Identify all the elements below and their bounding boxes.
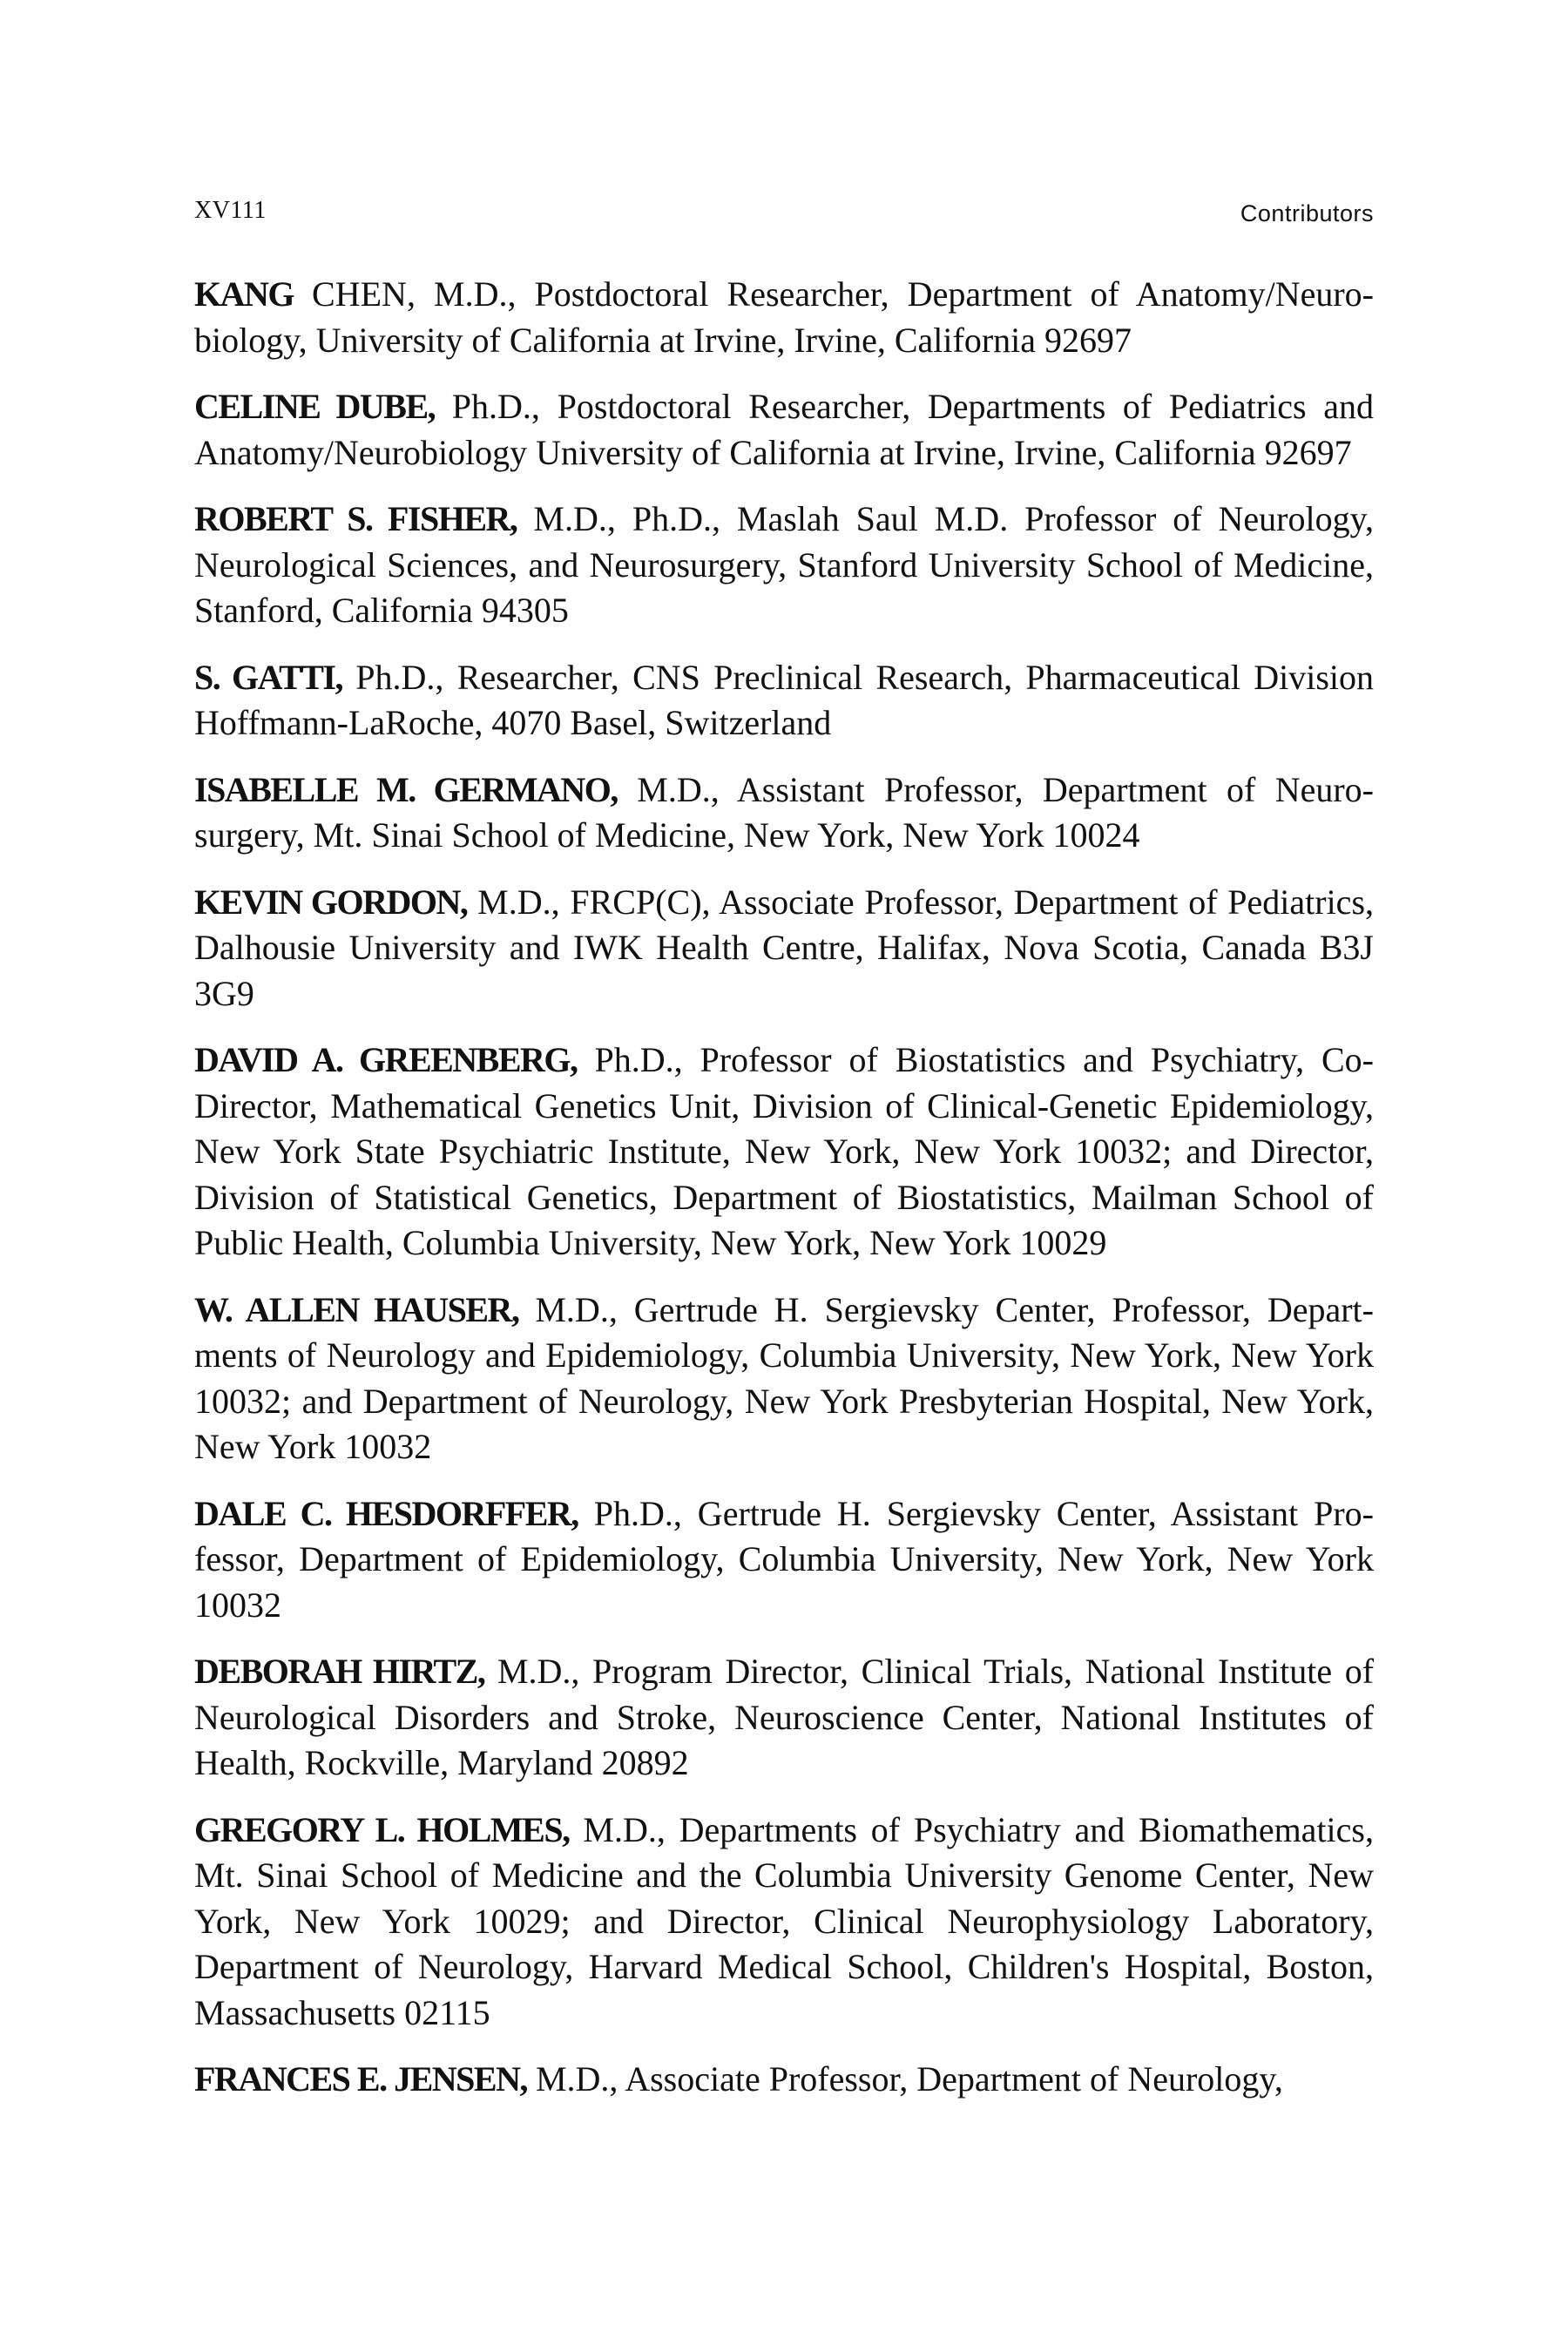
section-title: Contributors xyxy=(1240,200,1374,226)
contributor-name: KEVIN GORDON, xyxy=(194,882,468,922)
contributor-name: ISABELLE M. GERMANO, xyxy=(194,769,618,809)
contributor-name: KANG xyxy=(194,274,294,314)
contributor-affiliation: M.D., FRCP(C), Associate Professor, Department of Pediatrics, Dalhousie University and IWK Health Centre, Halifax, Nova Scotia, Canada B3J 3G9 xyxy=(194,882,1375,1013)
contributor-affiliation: Ph.D., Gertrude H. Sergievsky Center, Assistant Professor, Department of Epidemiology, Columbia University, New York, New York 10032 xyxy=(194,1493,1374,1625)
contributor-name: S. GATTI, xyxy=(194,657,342,697)
page-number: XV111 xyxy=(194,197,267,224)
contributor-entry-isabelle-germano xyxy=(194,767,1374,859)
contributor-name: GREGORY L. HOLMES, xyxy=(194,1809,570,1849)
contributor-entry-deborah-hirtz xyxy=(194,1649,1374,1787)
contributor-affiliation: M.D., Ph.D., Maslah Saul M.D. Professor of Neurology, Neurological Sciences, and Neurosurgery, Stanford University School of Medicine, Stanford, California 94305 xyxy=(194,499,1375,630)
contributor-affiliation: CHEN, M.D., Postdoctoral Researcher, Department of Anatomy/Neurobiology, University of California at Irvine, Irvine, California 92697 xyxy=(194,274,1374,360)
contributor-affiliation: M.D., Assistant Professor, Department of Neurosurgery, Mt. Sinai School of Medicine, New York, New York 10024 xyxy=(194,769,1374,855)
contributor-entry-dale-hesdorffer xyxy=(194,1491,1374,1629)
contributor-affiliation: Ph.D., Researcher, CNS Preclinical Research, Pharmaceutical Division Hoffmann-LaRoche, 4070 Basel, Switzerland xyxy=(194,657,1375,742)
contributor-affiliation: M.D., Program Director, Clinical Trials, National Institute of Neurological Disorders and Stroke, Neuroscience Center, National Institutes of Health, Rockville, Maryland 20892 xyxy=(194,1652,1375,1782)
contributor-name: ROBERT S. FISHER, xyxy=(194,499,517,538)
contributor-affiliation: M.D., Gertrude H. Sergievsky Center, Professor, Departments of Neurology and Epidemiology, Columbia University, New York, New York 10032; and Department of Neurology, New York Presbyterian Hospital, New York, New York 10032 xyxy=(194,1289,1374,1466)
running-head xyxy=(194,197,1374,232)
contributor-name: W. ALLEN HAUSER, xyxy=(194,1289,519,1329)
contributor-entry-frances-jensen xyxy=(194,2057,1374,2103)
contributor-entry-s-gatti xyxy=(194,655,1374,747)
contributor-entry-celine-dube xyxy=(194,384,1374,476)
contributor-entry-allen-hauser xyxy=(194,1288,1374,1470)
contributor-name: CELINE DUBE, xyxy=(194,387,436,426)
contributors-list xyxy=(194,272,1374,2124)
contributor-entry-kang-chen xyxy=(194,272,1374,363)
contributor-name: FRANCES E. JENSEN, xyxy=(194,2059,527,2099)
contributor-entry-david-greenberg xyxy=(194,1037,1374,1267)
contributor-affiliation: M.D., Associate Professor, Department of Neurology, xyxy=(526,2059,1283,2099)
contributor-name: DALE C. HESDORFFER, xyxy=(194,1493,578,1533)
contributor-entry-kevin-gordon xyxy=(194,880,1374,1017)
contributor-name: DEBORAH HIRTZ, xyxy=(194,1652,485,1691)
contributor-affiliation: Ph.D., Postdoctoral Researcher, Departments of Pediatrics and Anatomy/Neurobiology University of California at Irvine, Irvine, California 92697 xyxy=(194,387,1374,472)
contributor-entry-gregory-holmes xyxy=(194,1808,1374,2037)
contributor-name: DAVID A. GREENBERG, xyxy=(194,1040,578,1079)
contributor-entry-robert-fisher xyxy=(194,497,1374,634)
contributor-affiliation: Ph.D., Professor of Biostatistics and Psychiatry, Co-Director, Mathematical Genetics Unit, Division of Clinical-Genetic Epidemiology, New York State Psychiatric Institute, New York, New York 10032; and Director, Division of Statistical Genetics, Department of Biostatistics, Mailman School of Public Health, Columbia University, New York, New York 10029 xyxy=(194,1040,1374,1262)
contributor-affiliation: M.D., Departments of Psychiatry and Biomathematics, Mt. Sinai School of Medicine and the Columbia University Genome Center, New York, New York 10029; and Director, Clinical Neurophysiology Laboratory, Department of Neurology, Harvard Medical School, Children's Hospital, Boston, Massachusetts 02115 xyxy=(194,1809,1374,2032)
